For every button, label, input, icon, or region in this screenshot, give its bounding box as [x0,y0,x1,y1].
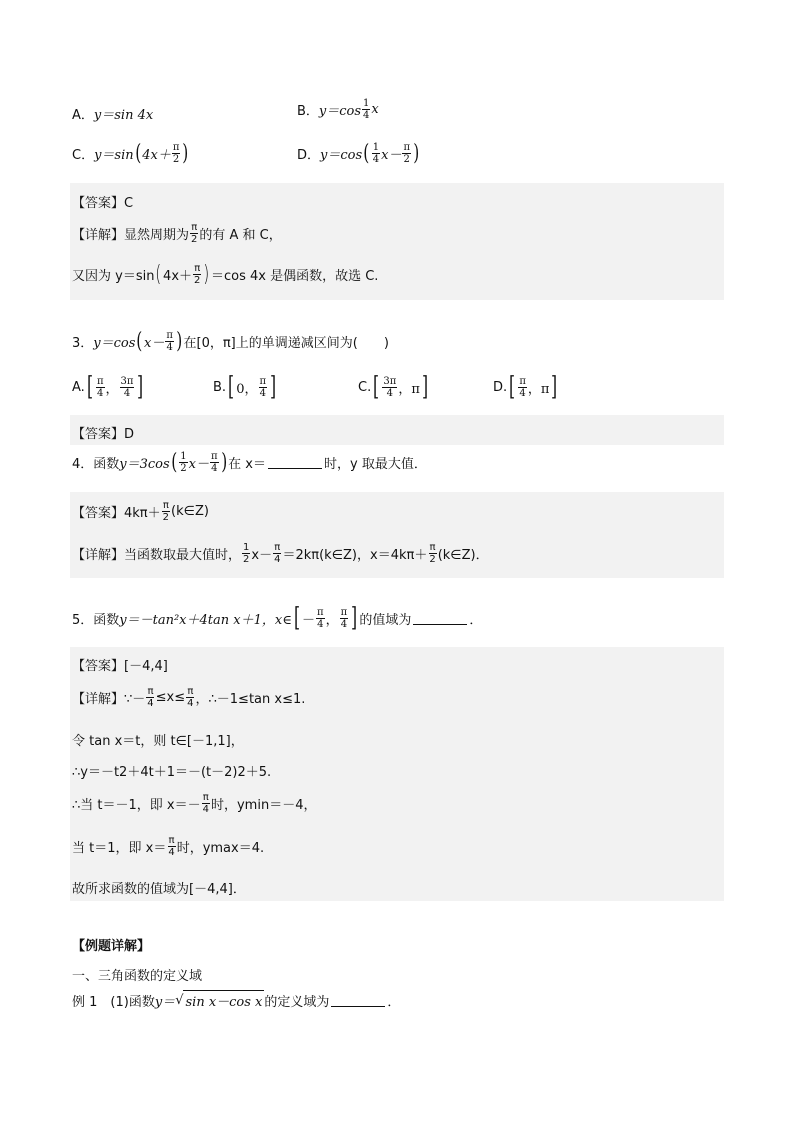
numerator: 1 [372,142,380,153]
q2-option-c [72,142,190,165]
right-paren: ) [182,140,189,166]
detail-text: ，∴－1≤tan x≤1. [195,692,306,707]
left-paren: ( [170,449,177,475]
left-bracket: [ [86,372,93,402]
fraction [167,835,175,858]
denominator: 2 [172,154,180,165]
left-paren: ( [134,140,141,166]
denominator: 2 [162,512,170,523]
q3-stem [72,330,389,353]
numerator: 3π [383,375,397,387]
detail-text: 当 t＝1，即 x＝ [72,841,167,856]
fraction [382,376,397,399]
right-paren: ) [176,328,183,354]
sqrt-radicand: sin x－cos x [183,990,264,1010]
numerator: π [429,542,436,553]
numerator: π [162,500,169,511]
denominator: 4 [340,618,348,630]
denominator: 4 [166,342,173,353]
detail-text: x－ [251,548,273,563]
question-text: 在 x＝ [228,457,266,472]
answer-line [72,500,209,523]
fraction [120,376,135,399]
detail-line: ∴y＝－t2＋4t＋1＝－(t－2)2＋5. [72,765,272,780]
question-text: 时，y 取最大值． [324,457,427,472]
numerator: π [317,606,324,618]
denominator: 4 [168,847,175,858]
right-paren: ) [413,140,420,166]
q3-option-c [358,374,430,400]
detail-line [72,222,282,245]
left-bracket: [ [228,372,235,402]
answer-line: 【答案】C [72,196,134,211]
denominator: 4 [274,554,281,565]
period: ． [387,994,401,1010]
numerator: π [147,686,154,697]
fraction [162,500,170,523]
detail-text: 【详解】当函数取最大值时， [72,548,242,563]
right-paren: ) [203,261,210,287]
option-label: C． [72,148,95,163]
question-text: 的定义域为 [264,994,330,1010]
sqrt-sign: √ [175,992,184,1008]
math-expr: x－ [381,148,402,163]
answer-blank[interactable] [331,994,385,1007]
denominator: 4 [147,698,154,709]
math-expr: y＝－tan²x＋4tan x＋1，x∈ [119,612,292,628]
math-expr: ，π [398,381,420,397]
fraction [428,542,436,565]
left-paren: ( [363,140,370,166]
denominator: 4 [363,110,370,121]
math-expr: y＝sin 4x [93,108,154,123]
numerator: 1 [363,98,370,109]
answer-block-q3 [70,415,724,445]
numerator: π [187,686,194,697]
left-paren: ( [155,261,162,287]
fraction [402,142,411,165]
fraction [210,451,219,474]
option-label: C. [358,379,372,395]
fraction [190,222,198,245]
right-paren: ) [220,449,227,475]
example-1 [72,990,400,1010]
numerator: π [168,835,175,846]
answer-blank[interactable] [413,612,467,625]
numerator: π [340,606,348,618]
detail-line: 故所求函数的值域为[－4,4]． [72,882,246,897]
fraction [146,686,154,709]
question-text: 5．函数 [72,612,120,628]
fraction [96,376,105,399]
detail-text: ∴当 t＝－1，即 x＝－ [72,798,201,813]
detail-text: 时，ymin＝－4， [210,798,317,813]
detail-text: 的有 A 和 C， [199,228,282,243]
q5-stem [72,605,482,631]
left-bracket: [ [373,372,380,402]
detail-text: 4x＋ [163,269,193,284]
denominator: 2 [429,554,436,565]
numerator: π [519,375,526,387]
answer-line: 【答案】D [72,427,135,442]
denominator: 4 [187,698,194,709]
denominator: 4 [202,804,209,815]
denominator: 4 [211,463,218,474]
math-expr: 0， [236,381,258,397]
math-expr: y＝cos [318,104,362,119]
math-expr: ，π [527,381,550,397]
numerator: π [166,330,173,341]
question-text: 在[0，π]上的单调递减区间为( ) [183,336,389,351]
denominator: 4 [259,387,266,399]
separator: ， [325,612,339,628]
math-expr: － [301,612,315,628]
answer-blank[interactable] [268,456,322,469]
detail-line [72,263,378,286]
denominator: 4 [123,387,131,399]
separator: ， [105,381,119,397]
denominator: 4 [317,618,324,630]
fraction [259,376,268,399]
denominator: 2 [191,234,198,245]
math-expr: 4x＋ [142,148,171,163]
right-bracket: ] [551,372,558,402]
q3-option-b [213,374,278,400]
detail-text: ≤x≤ [155,690,186,705]
math-expr: y＝cos [93,336,136,351]
fraction [372,142,380,165]
numerator: π [211,451,218,462]
denominator: 4 [97,387,104,399]
right-bracket: ] [270,372,277,402]
denominator: 4 [519,387,526,399]
detail-line [72,542,489,565]
math-expr: x [371,102,379,117]
left-bracket: [ [293,603,300,633]
fraction [193,263,201,286]
fraction [202,792,210,815]
detail-line [72,792,316,815]
numerator: 3π [120,375,134,387]
fraction [165,330,174,353]
option-label: D． [297,148,321,163]
left-bracket: [ [509,372,516,402]
option-label: B． [297,104,319,119]
numerator: π [259,375,267,387]
q2-option-d [297,142,421,165]
detail-text: (k∈Z)． [437,548,489,563]
q3-option-a [72,374,146,400]
option-label: A. [72,379,85,395]
denominator: 2 [194,275,201,286]
section-heading: 【例题详解】 [72,939,151,954]
option-label: D. [493,379,508,395]
denominator: 2 [243,554,250,565]
numerator: 1 [180,451,187,462]
fraction [518,376,527,399]
fraction [316,607,325,630]
numerator: π [194,263,201,274]
detail-line [72,835,264,858]
numerator: π [172,142,180,153]
detail-text: ＝2kπ(k∈Z)，x＝4kπ＋ [282,548,428,563]
denominator: 4 [386,387,394,399]
question-number: 3． [72,336,94,351]
fraction [186,686,194,709]
math-expr: y＝cos [320,148,363,163]
right-bracket: ] [137,372,144,402]
q3-option-d [493,374,560,400]
numerator: π [96,375,104,387]
detail-text: 时，ymax＝4. [176,841,265,856]
answer-line: 【答案】[－4,4] [72,659,168,674]
numerator: π [191,222,198,233]
detail-text: ＝cos 4x 是偶函数，故选 C. [210,269,379,284]
math-expr: y＝sin [94,148,134,163]
left-paren: ( [136,328,143,354]
option-label: B. [213,379,227,395]
math-expr: y＝3cos [119,457,170,472]
example-label: 例 1 (1)函数 [72,994,155,1010]
subsection-heading: 一、三角函数的定义域 [72,969,203,984]
fraction [172,142,181,165]
q2-option-a [72,104,153,123]
denominator: 4 [372,154,380,165]
math-expr: y＝ [154,994,176,1010]
question-text: 4．函数 [72,457,120,472]
numerator: 1 [243,542,250,553]
numerator: π [274,542,281,553]
fraction [340,607,349,630]
answer-text: 【答案】4kπ＋ [72,506,161,521]
detail-text: 【详解】∵－ [72,692,146,707]
period: ． [469,612,483,628]
option-label: A． [72,108,94,123]
question-text: 的值域为 [359,612,412,628]
fraction [273,542,281,565]
right-bracket: ] [351,603,358,633]
detail-line [72,686,305,709]
fraction [179,451,187,474]
detail-line: 令 tan x＝t，则 t∈[－1,1]， [72,734,244,749]
q2-option-b [297,98,379,121]
math-expr: x－ [188,457,209,472]
answer-text: (k∈Z) [171,504,209,519]
right-bracket: ] [421,372,428,402]
q4-stem [72,451,427,474]
fraction [242,542,250,565]
fraction [362,98,370,121]
denominator: 2 [403,154,410,165]
detail-text: 【详解】显然周期为 [72,228,190,243]
denominator: 2 [180,463,187,474]
math-expr: x－ [144,336,165,351]
numerator: π [202,792,209,803]
detail-text: 又因为 y＝sin [72,269,155,284]
numerator: π [403,142,411,153]
